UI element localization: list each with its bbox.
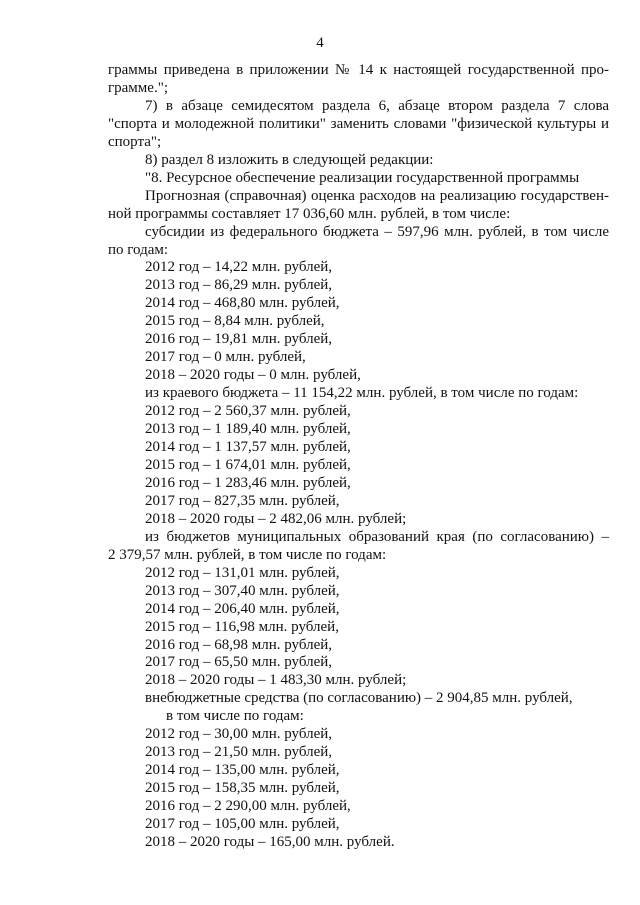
text-line: из бюджетов муниципальных образований края (по согласованию) – [145,528,609,545]
text-line: 2012 год – 30,00 млн. рублей, [145,726,333,743]
text-line: граммы приведена в приложении № 14 к настоящей государственной про- [108,62,609,78]
text-line: 2018 – 2020 годы – 1 483,30 млн. рублей; [145,672,407,689]
text-line: "8. Ресурсное обеспечение реализации государственной программы [145,169,580,186]
text-line: 2 379,57 млн. рублей, в том числе по годам: [108,546,387,563]
text-line: 2013 год – 86,29 млн. рублей, [145,277,333,294]
text-line: 2015 год – 116,98 млн. рублей, [145,618,339,635]
page-number: 4 [316,35,324,51]
text-line: по годам: [108,241,169,258]
text-line: 2016 год – 2 290,00 млн. рублей, [145,798,351,815]
text-line: 2017 год – 65,50 млн. рублей, [145,654,333,671]
document-body [108,62,609,852]
text-line: 2016 год – 1 283,46 млн. рублей, [145,474,351,491]
text-line: 8) раздел 8 изложить в следующей редакции: [145,151,434,168]
text-line: в том числе по годам: [166,708,304,725]
text-line: грамме."; [108,79,168,96]
text-line: субсидии из федерального бюджета – 597,96 млн. рублей, в том числе [145,223,609,240]
text-line: 2018 – 2020 годы – 0 млн. рублей, [145,367,361,384]
text-line: 2013 год – 307,40 млн. рублей, [145,582,340,599]
text-line: 2012 год – 14,22 млн. рублей, [145,259,333,276]
text-line: 2012 год – 2 560,37 млн. рублей, [145,403,351,420]
text-line: внебюджетные средства (по согласованию) – 2 904,85 млн. рублей, [145,690,573,707]
text-line: 2014 год – 135,00 млн. рублей, [145,762,340,779]
text-line: 2014 год – 468,80 млн. рублей, [145,295,340,312]
text-line: 2018 – 2020 годы – 2 482,06 млн. рублей; [145,510,407,527]
text-line: 2014 год – 1 137,57 млн. рублей, [145,439,351,456]
text-line: из краевого бюджета – 11 154,22 млн. рублей, в том числе по годам: [145,385,579,402]
text-line: 2017 год – 0 млн. рублей, [145,349,306,366]
text-line: 2018 – 2020 годы – 165,00 млн. рублей. [145,833,395,850]
text-line: 2016 год – 19,81 млн. рублей, [145,331,333,348]
text-line: 2017 год – 827,35 млн. рублей, [145,492,340,509]
text-line: 2017 год – 105,00 млн. рублей, [145,816,340,833]
text-line: 7) в абзаце семидесятом раздела 6, абзаце втором раздела 7 слова [145,97,609,114]
text-line: 2012 год – 131,01 млн. рублей, [145,564,340,581]
text-line: 2014 год – 206,40 млн. рублей, [145,600,340,617]
text-line: 2016 год – 68,98 млн. рублей, [145,636,333,653]
text-line: 2015 год – 158,35 млн. рублей, [145,780,340,797]
text-line: ной программы составляет 17 036,60 млн. рублей, в том числе: [108,205,511,222]
text-line: 2013 год – 1 189,40 млн. рублей, [145,421,351,438]
text-line: 2015 год – 8,84 млн. рублей, [145,313,325,330]
text-line: "спорта и молодежной политики" заменить словами "физической культуры и [108,115,609,132]
text-line: 2013 год – 21,50 млн. рублей, [145,744,333,761]
text-line: спорта"; [108,133,162,150]
text-line: 2015 год – 1 674,01 млн. рублей, [145,456,351,473]
text-line: Прогнозная (справочная) оценка расходов на реализацию государствен- [145,187,609,204]
